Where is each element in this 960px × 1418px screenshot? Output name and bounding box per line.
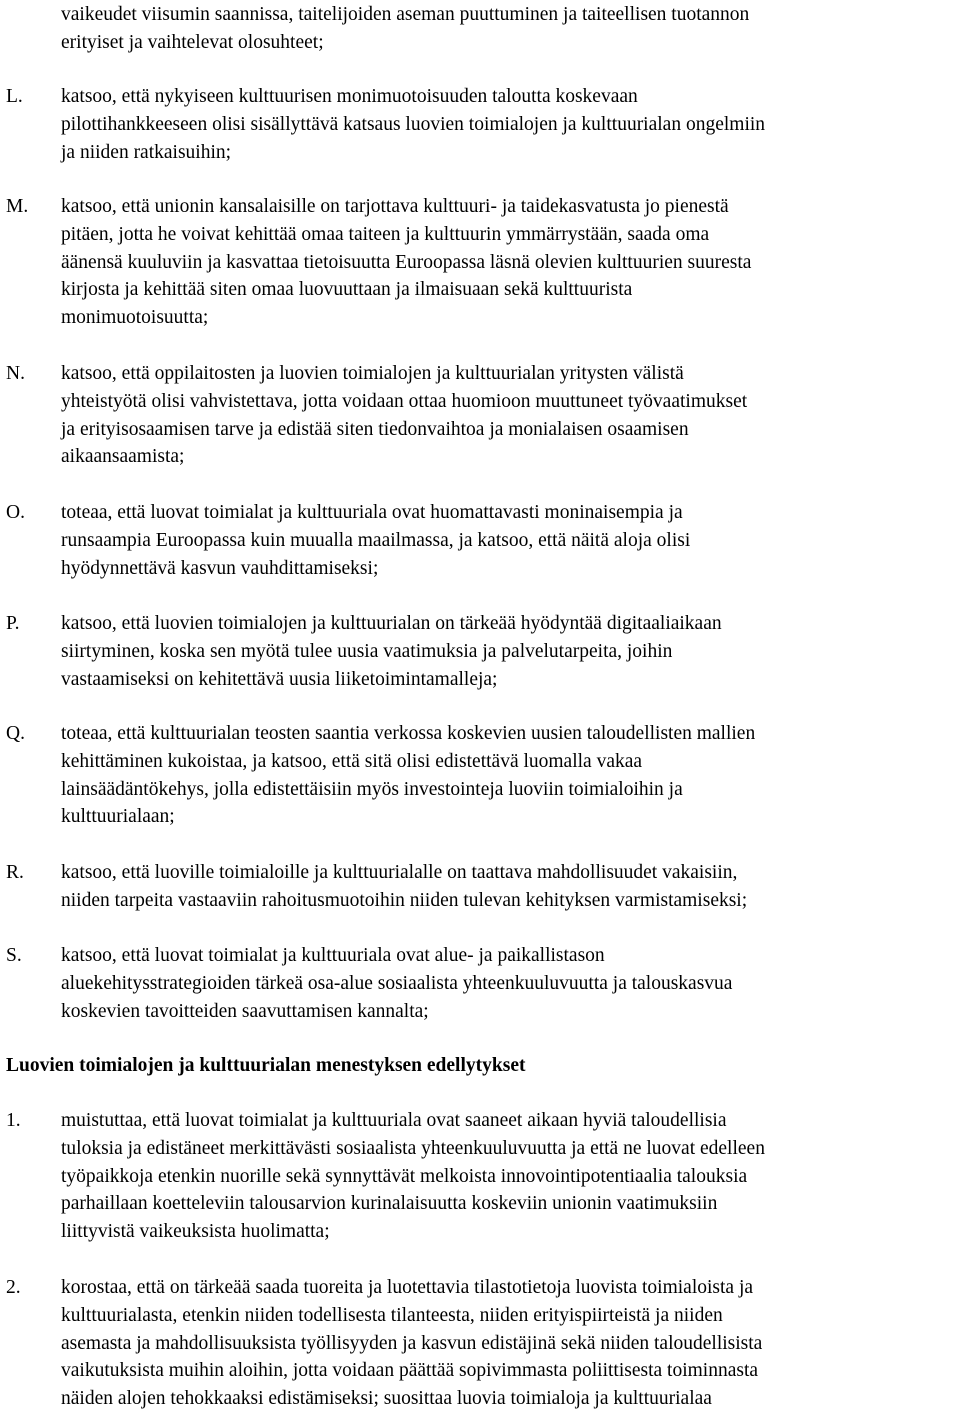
paragraph-line: niiden tarpeita vastaaviin rahoitusmuotoihin niiden tulevan kehityksen varmistamiseksi; [61, 889, 748, 911]
paragraph-line: pilottihankkeeseen olisi sisällyttävä katsaus luovien toimialojen ja kulttuurialan ongelmiin [61, 113, 766, 135]
paragraph-line: aikaansaamista; [61, 446, 185, 468]
paragraph-line: yhteistyötä olisi vahvistettava, jotta voidaan ottaa huomioon muuttuneet työvaatimukset [61, 390, 748, 412]
paragraph-line: vaikeudet viisumin saannissa, taitelijoiden aseman puuttuminen ja taiteellisen tuotannon [61, 4, 750, 25]
paragraph-line: koskevien tavoitteiden saavuttamisen kannalta; [61, 1000, 429, 1022]
paragraph-marker: N. [6, 363, 25, 384]
paragraph-line: kehittäminen kukoistaa, ja katsoo, että sitä olisi edistettävä luomalla vakaa [61, 750, 643, 772]
paragraph-marker: R. [6, 862, 24, 883]
paragraph-marker: S. [6, 945, 22, 966]
paragraph-k-continuation [0, 1, 960, 57]
paragraph-n [0, 360, 960, 471]
paragraph-line: pitäen, jotta he voivat kehittää omaa taiteen ja kulttuurin ymmärrystään, saada oma [61, 223, 710, 245]
paragraph-line: muistuttaa, että luovat toimialat ja kulttuuriala ovat saaneet aikaan hyviä taloudellisia [61, 1110, 727, 1131]
paragraph-m [0, 193, 960, 332]
paragraph-line: aluekehitysstrategioiden tärkeä osa-alue sosiaalista yhteenkuuluvuutta ja talouskasvua [61, 972, 733, 994]
paragraph-line: vaikutuksista muihin aloihin, jotta voidaan päättää sopivimmasta poliittisesta toiminnasta [61, 1360, 759, 1382]
paragraph-line: monimuotoisuutta; [61, 307, 209, 329]
paragraph-line: katsoo, että nykyiseen kulttuurisen monimuotoisuuden taloutta koskevaan [61, 86, 638, 107]
paragraph-marker: O. [6, 502, 25, 523]
paragraph-p [0, 610, 960, 693]
paragraph-number: 2. [6, 1277, 21, 1298]
paragraph-number: 1. [6, 1110, 21, 1131]
paragraph-line: erityiset ja vaihtelevat olosuhteet; [61, 31, 324, 53]
paragraph-line: katsoo, että oppilaitosten ja luovien toimialojen ja kulttuurialan yritysten välistä [61, 363, 684, 384]
paragraph-line: hyödynnettävä kasvun vauhdittamiseksi; [61, 557, 379, 579]
paragraph-marker: M. [6, 196, 29, 217]
paragraph-marker: L. [6, 86, 23, 107]
numbered-paragraph-2 [0, 1274, 960, 1413]
paragraph-line: äänensä kuuluviin ja kasvattaa tietoisuutta Euroopassa läsnä olevien kulttuurien suuresta [61, 251, 752, 273]
paragraph-line: liittyvistä vaikeuksista huolimatta; [61, 1221, 330, 1243]
paragraph-line: katsoo, että unionin kansalaisille on tarjottava kulttuuri- ja taidekasvatusta jo pienestä [61, 196, 729, 217]
paragraph-line: parhaillaan koetteleviin talousarvion kurinalaisuutta koskeviin unionin vaatimuksiin [61, 1193, 718, 1215]
paragraph-line: tuloksia ja edistäneet merkittävästi sosiaalista yhteenkuuluvuutta ja että ne luovat edelleen [61, 1137, 765, 1159]
paragraph-o [0, 499, 960, 582]
paragraph-line: katsoo, että luovat toimialat ja kulttuuriala ovat alue- ja paikallistason [61, 945, 605, 966]
paragraph-line: katsoo, että luoville toimialoille ja kulttuurialalle on taattava mahdollisuudet vakaisiin, [61, 862, 738, 883]
paragraph-line: lainsäädäntökehys, jolla edistettäisiin myös investointeja luoviin toimialoihin ja [61, 778, 683, 800]
paragraph-marker: P. [6, 613, 20, 634]
paragraph-line: toteaa, että luovat toimialat ja kulttuuriala ovat huomattavasti moninaisempia ja [61, 502, 683, 523]
paragraph-line: ja niiden ratkaisuihin; [61, 141, 232, 163]
paragraph-line: siirtyminen, koska sen myötä tulee uusia vaatimuksia ja palvelutarpeita, joihin [61, 640, 673, 662]
paragraph-line: näiden alojen tehokkaaksi edistämiseksi; suosittaa luovia toimialoja ja kulttuurialaa [61, 1388, 712, 1410]
section-heading: Luovien toimialojen ja kulttuurialan menestyksen edellytykset [6, 1055, 526, 1076]
paragraph-line: toteaa, että kulttuurialan teosten saantia verkossa koskevien uusien taloudellisten mallien [61, 723, 756, 744]
paragraph-s [0, 942, 960, 1025]
paragraph-line: katsoo, että luovien toimialojen ja kulttuurialan on tärkeää hyödyntää digitaaliaikaan [61, 613, 722, 634]
paragraph-r [0, 859, 960, 915]
paragraph-l [0, 83, 960, 166]
paragraph-q [0, 720, 960, 831]
paragraph-line: vastaamiseksi on kehitettävä uusia liiketoimintamalleja; [61, 668, 498, 690]
paragraph-line: runsaampia Euroopassa kuin muualla maailmassa, ja katsoo, että näitä aloja olisi [61, 529, 691, 551]
numbered-paragraph-1 [0, 1107, 960, 1246]
paragraph-line: kirjosta ja kehittää siten omaa luovuuttaan ja ilmaisuaan sekä kulttuurista [61, 279, 633, 301]
paragraph-line: asemasta ja mahdollisuuksista työllisyyden ja kasvun edistäjinä sekä niiden taloudellisista [61, 1332, 763, 1354]
paragraph-line: korostaa, että on tärkeää saada tuoreita ja luotettavia tilastotietoja luovista toimialoista ja [61, 1277, 754, 1298]
paragraph-line: työpaikkoja etenkin nuorille sekä synnyttävät melkoista innovointipotentiaalia talouksia [61, 1165, 748, 1187]
paragraph-marker: Q. [6, 723, 25, 744]
paragraph-line: kulttuurialasta, etenkin niiden todellisesta tilanteesta, niiden erityispiirteistä ja niiden [61, 1304, 723, 1326]
paragraph-line: kulttuurialaan; [61, 806, 175, 828]
paragraph-line: ja erityisosaamisen tarve ja edistää siten tiedonvaihtoa ja monialaisen osaamisen [61, 418, 689, 440]
